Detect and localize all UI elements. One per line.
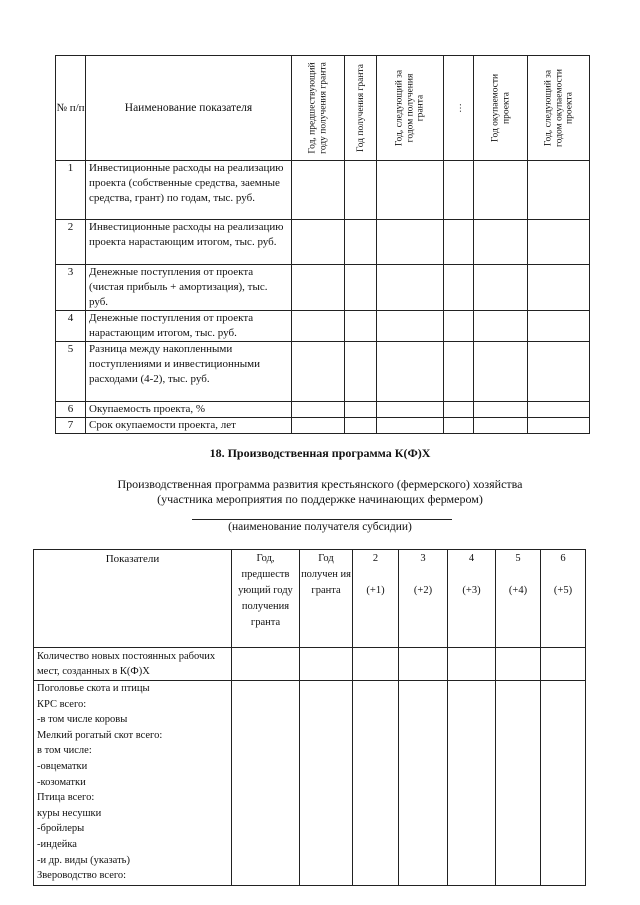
row-number: 5 bbox=[56, 342, 86, 402]
row-label: Инвестиционные расходы на реализацию проекта нарастающим итогом, тыс. руб. bbox=[86, 220, 292, 265]
data-cell[interactable] bbox=[345, 342, 377, 402]
table-row bbox=[56, 402, 590, 418]
data-cell[interactable] bbox=[377, 418, 444, 434]
year-offset: (+4) bbox=[508, 585, 528, 596]
year-number: 2 bbox=[372, 553, 379, 564]
table-row bbox=[34, 681, 586, 886]
program-subtitle: Производственная программа развития крестьянского (фермерского) хозяйства bbox=[117, 477, 523, 491]
list-item: -бройлеры bbox=[37, 823, 85, 835]
data-cell[interactable] bbox=[541, 681, 586, 886]
table-row bbox=[56, 161, 590, 220]
data-cell[interactable] bbox=[496, 681, 541, 886]
data-cell[interactable] bbox=[300, 681, 353, 886]
row-label: Срок окупаемости проекта, лет bbox=[86, 418, 292, 434]
data-cell[interactable] bbox=[345, 418, 377, 434]
row-number: 6 bbox=[56, 402, 86, 418]
data-cell[interactable] bbox=[232, 681, 300, 886]
livestock-labels bbox=[34, 681, 232, 886]
data-cell[interactable] bbox=[474, 402, 528, 418]
row-number: 4 bbox=[56, 311, 86, 342]
row-number: 1 bbox=[56, 161, 86, 220]
col-number-header: № п/п bbox=[56, 56, 86, 161]
data-cell[interactable] bbox=[528, 342, 590, 402]
data-cell[interactable] bbox=[444, 220, 474, 265]
grant-year-header: Год получен ия гранта bbox=[300, 550, 353, 648]
data-cell[interactable] bbox=[448, 648, 496, 681]
list-item: КРС всего: bbox=[37, 698, 87, 710]
data-cell[interactable] bbox=[444, 418, 474, 434]
data-cell[interactable] bbox=[292, 161, 345, 220]
data-cell[interactable] bbox=[448, 681, 496, 886]
year-header bbox=[541, 550, 586, 648]
prev-year-header: Год, предшеств ующий году получения гранта bbox=[232, 550, 300, 648]
list-item: -индейка bbox=[37, 838, 77, 850]
data-cell[interactable] bbox=[292, 265, 345, 311]
recipient-caption: (наименование получателя субсидии) bbox=[228, 521, 412, 533]
year-number: 4 bbox=[468, 553, 475, 564]
row-number: 7 bbox=[56, 418, 86, 434]
data-cell[interactable] bbox=[353, 681, 399, 886]
data-cell[interactable] bbox=[232, 648, 300, 681]
list-item: -в том числе коровы bbox=[37, 714, 128, 726]
list-item: Поголовье скота и птицы bbox=[37, 683, 150, 694]
col-header-after-payback: Год, следующий за годом окупаемости проекта bbox=[528, 56, 590, 161]
year-header bbox=[448, 550, 496, 648]
recipient-name-line[interactable] bbox=[192, 519, 452, 520]
data-cell[interactable] bbox=[345, 402, 377, 418]
new-jobs-label: Количество новых постоянных рабочих мест, созданных в К(Ф)Х bbox=[34, 648, 232, 681]
row-label: Денежные поступления от проекта (чистая прибыль + амортизация), тыс. руб. bbox=[86, 265, 292, 311]
table-row bbox=[56, 311, 590, 342]
data-cell[interactable] bbox=[345, 161, 377, 220]
data-cell[interactable] bbox=[528, 311, 590, 342]
data-cell[interactable] bbox=[292, 418, 345, 434]
data-cell[interactable] bbox=[444, 342, 474, 402]
row-label: Инвестиционные расходы на реализацию проекта (собственные средства, заемные средства, грант) по годам, тыс. руб. bbox=[86, 161, 292, 220]
data-cell[interactable] bbox=[528, 402, 590, 418]
year-offset: (+2) bbox=[413, 585, 433, 596]
data-cell[interactable] bbox=[292, 402, 345, 418]
data-cell[interactable] bbox=[474, 220, 528, 265]
year-header bbox=[399, 550, 448, 648]
data-cell[interactable] bbox=[444, 311, 474, 342]
data-cell[interactable] bbox=[496, 648, 541, 681]
col-header-grant-year: Год получения гранта bbox=[345, 56, 377, 161]
data-cell[interactable] bbox=[399, 681, 448, 886]
data-cell[interactable] bbox=[474, 311, 528, 342]
data-cell[interactable] bbox=[399, 648, 448, 681]
production-program-table bbox=[33, 549, 586, 886]
data-cell[interactable] bbox=[444, 161, 474, 220]
data-cell[interactable] bbox=[292, 220, 345, 265]
year-number: 5 bbox=[515, 553, 521, 564]
data-cell[interactable] bbox=[528, 161, 590, 220]
data-cell[interactable] bbox=[353, 648, 399, 681]
year-number: 3 bbox=[420, 553, 426, 564]
year-header bbox=[353, 550, 399, 648]
section-title: 18. Производственная программа К(Ф)Х bbox=[209, 446, 431, 460]
data-cell[interactable] bbox=[300, 648, 353, 681]
data-cell[interactable] bbox=[474, 418, 528, 434]
table-row bbox=[56, 342, 590, 402]
data-cell[interactable] bbox=[474, 342, 528, 402]
list-item: -козоматки bbox=[37, 776, 86, 788]
list-item: Птица всего: bbox=[37, 792, 95, 804]
col-header-prev-year: Год, предшествующий году получения гранта bbox=[292, 56, 345, 161]
data-cell[interactable] bbox=[377, 161, 444, 220]
year-offset: (+1) bbox=[366, 585, 385, 596]
data-cell[interactable] bbox=[444, 402, 474, 418]
data-cell[interactable] bbox=[345, 311, 377, 342]
list-item: -и др. виды (указать) bbox=[37, 854, 130, 866]
data-cell[interactable] bbox=[377, 311, 444, 342]
data-cell[interactable] bbox=[377, 402, 444, 418]
table1-header-row bbox=[56, 56, 590, 161]
table-row bbox=[34, 648, 586, 681]
data-cell[interactable] bbox=[528, 265, 590, 311]
year-number: 6 bbox=[560, 553, 566, 564]
data-cell[interactable] bbox=[541, 648, 586, 681]
data-cell[interactable] bbox=[377, 265, 444, 311]
row-number: 3 bbox=[56, 265, 86, 311]
row-number: 2 bbox=[56, 220, 86, 265]
investment-table bbox=[55, 55, 590, 434]
row-label: Окупаемость проекта, % bbox=[86, 402, 292, 418]
data-cell[interactable] bbox=[345, 220, 377, 265]
col-header-payback-year: Год окупаемости проекта bbox=[474, 56, 528, 161]
table-row bbox=[56, 418, 590, 434]
data-cell[interactable] bbox=[292, 311, 345, 342]
program-subtitle-participant: (участника мероприятия по поддержке начинающих фермером) bbox=[157, 492, 483, 506]
year-offset: (+3) bbox=[462, 585, 481, 596]
list-item: в том числе: bbox=[37, 745, 92, 757]
year-offset: (+5) bbox=[553, 585, 573, 596]
col-header-ellipsis: … bbox=[444, 56, 474, 161]
list-item: -овцематки bbox=[37, 760, 88, 772]
list-item: куры несушки bbox=[37, 807, 102, 819]
col-name-header: Наименование показателя bbox=[86, 56, 292, 161]
data-cell[interactable] bbox=[345, 265, 377, 311]
data-cell[interactable] bbox=[377, 220, 444, 265]
data-cell[interactable] bbox=[444, 265, 474, 311]
data-cell[interactable] bbox=[474, 265, 528, 311]
indicators-header: Показатели bbox=[34, 550, 232, 648]
year-header bbox=[496, 550, 541, 648]
data-cell[interactable] bbox=[292, 342, 345, 402]
col-header-next-year: Год, следующий за годом получения гранта bbox=[377, 56, 444, 161]
row-label: Денежные поступления от проекта нарастающим итогом, тыс. руб. bbox=[86, 311, 292, 342]
table-row bbox=[56, 265, 590, 311]
data-cell[interactable] bbox=[528, 418, 590, 434]
list-item: Мелкий рогатый скот всего: bbox=[37, 729, 163, 741]
list-item: Звероводство всего: bbox=[37, 870, 127, 882]
row-label: Разница между накопленными поступлениями и инвестиционными расходами (4-2), тыс. руб. bbox=[86, 342, 292, 402]
data-cell[interactable] bbox=[528, 220, 590, 265]
table-row bbox=[56, 220, 590, 265]
data-cell[interactable] bbox=[377, 342, 444, 402]
data-cell[interactable] bbox=[474, 161, 528, 220]
table2-header-row bbox=[34, 550, 586, 648]
